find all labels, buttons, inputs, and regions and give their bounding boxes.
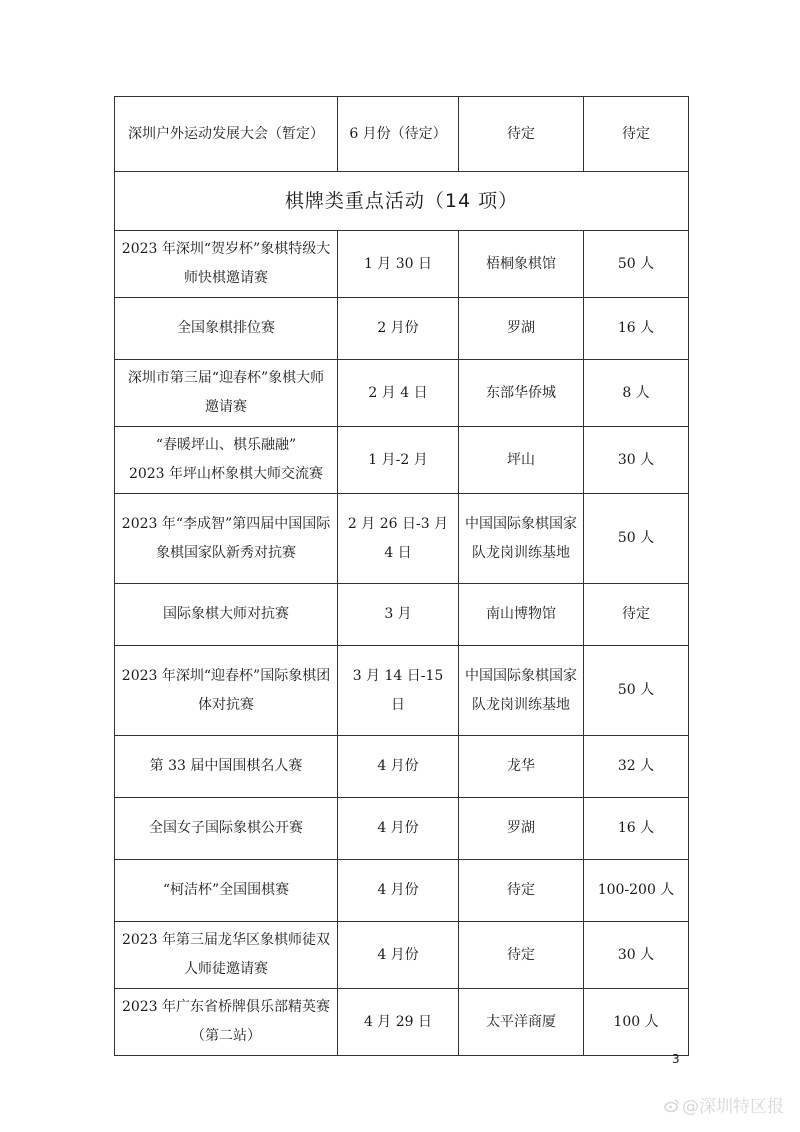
event-name-cell: 2023 年第三届龙华区象棋师徒双人师徒邀请赛 <box>115 922 338 989</box>
weibo-icon <box>664 1097 680 1113</box>
table-row <box>115 360 689 427</box>
event-name-cell: 深圳市第三届“迎春杯”象棋大师邀请赛 <box>115 360 338 427</box>
event-date-cell: 4 月份 <box>338 736 459 798</box>
event-participants-cell: 50 人 <box>584 231 689 298</box>
event-date-cell: 6 月份（待定） <box>338 97 459 172</box>
page-number: 3 <box>672 1052 680 1066</box>
event-name-cell: 2023 年“李成智”第四届中国国际象棋国家队新秀对抗赛 <box>115 494 338 584</box>
event-participants-cell: 待定 <box>584 584 689 646</box>
event-location-cell: 东部华侨城 <box>459 360 584 427</box>
events-table-body <box>115 97 689 1056</box>
event-participants-cell: 待定 <box>584 97 689 172</box>
events-table <box>114 96 689 1056</box>
table-row <box>115 989 689 1056</box>
event-participants-cell: 50 人 <box>584 646 689 736</box>
event-name-cell: 全国象棋排位赛 <box>115 298 338 360</box>
event-date-cell: 3 月 14 日-15 日 <box>338 646 459 736</box>
event-name-cell: “柯洁杯”全国围棋赛 <box>115 860 338 922</box>
event-date-cell: 3 月 <box>338 584 459 646</box>
event-location-cell: 龙华 <box>459 736 584 798</box>
table-row <box>115 298 689 360</box>
event-location-cell: 待定 <box>459 922 584 989</box>
event-participants-cell: 8 人 <box>584 360 689 427</box>
table-row <box>115 922 689 989</box>
event-location-cell: 待定 <box>459 860 584 922</box>
event-location-cell: 梧桐象棋馆 <box>459 231 584 298</box>
event-participants-cell: 30 人 <box>584 427 689 494</box>
event-location-cell: 待定 <box>459 97 584 172</box>
event-participants-cell: 16 人 <box>584 298 689 360</box>
event-location-cell: 太平洋商厦 <box>459 989 584 1056</box>
event-date-cell: 4 月份 <box>338 798 459 860</box>
event-date-cell: 4 月 29 日 <box>338 989 459 1056</box>
table-row <box>115 736 689 798</box>
event-name-cell: 深圳户外运动发展大会（暂定） <box>115 97 338 172</box>
section-header-row <box>115 172 689 231</box>
event-name-cell: 第 33 届中国围棋名人赛 <box>115 736 338 798</box>
event-date-cell: 2 月份 <box>338 298 459 360</box>
table-row <box>115 860 689 922</box>
watermark-text: @深圳特区报 <box>682 1097 784 1117</box>
event-participants-cell: 100-200 人 <box>584 860 689 922</box>
table-row <box>115 646 689 736</box>
event-date-cell: 1 月 30 日 <box>338 231 459 298</box>
event-date-cell: 2 月 26 日-3 月 4 日 <box>338 494 459 584</box>
event-location-cell: 中国国际象棋国家队龙岗训练基地 <box>459 494 584 584</box>
event-participants-cell: 32 人 <box>584 736 689 798</box>
event-date-cell: 4 月份 <box>338 922 459 989</box>
event-location-cell: 南山博物馆 <box>459 584 584 646</box>
event-name-cell: “春暖坪山、棋乐融融” 2023 年坪山杯象棋大师交流赛 <box>115 427 338 494</box>
event-name-cell: 全国女子国际象棋公开赛 <box>115 798 338 860</box>
section-title: 棋牌类重点活动（14 项） <box>115 172 689 231</box>
table-row <box>115 97 689 172</box>
table-row <box>115 584 689 646</box>
event-name-cell: 2023 年深圳“贺岁杯”象棋特级大师快棋邀请赛 <box>115 231 338 298</box>
event-participants-cell: 30 人 <box>584 922 689 989</box>
event-location-cell: 罗湖 <box>459 298 584 360</box>
event-location-cell: 坪山 <box>459 427 584 494</box>
event-participants-cell: 100 人 <box>584 989 689 1056</box>
table-row <box>115 231 689 298</box>
table-row <box>115 427 689 494</box>
watermark <box>664 1092 784 1117</box>
event-date-cell: 2 月 4 日 <box>338 360 459 427</box>
event-name-cell: 2023 年深圳“迎春杯”国际象棋团体对抗赛 <box>115 646 338 736</box>
table-row <box>115 494 689 584</box>
event-date-cell: 1 月-2 月 <box>338 427 459 494</box>
event-date-cell: 4 月份 <box>338 860 459 922</box>
event-location-cell: 罗湖 <box>459 798 584 860</box>
event-location-cell: 中国国际象棋国家队龙岗训练基地 <box>459 646 584 736</box>
event-name-cell: 2023 年广东省桥牌俱乐部精英赛（第二站） <box>115 989 338 1056</box>
event-participants-cell: 16 人 <box>584 798 689 860</box>
table-row <box>115 798 689 860</box>
event-name-cell: 国际象棋大师对抗赛 <box>115 584 338 646</box>
event-participants-cell: 50 人 <box>584 494 689 584</box>
